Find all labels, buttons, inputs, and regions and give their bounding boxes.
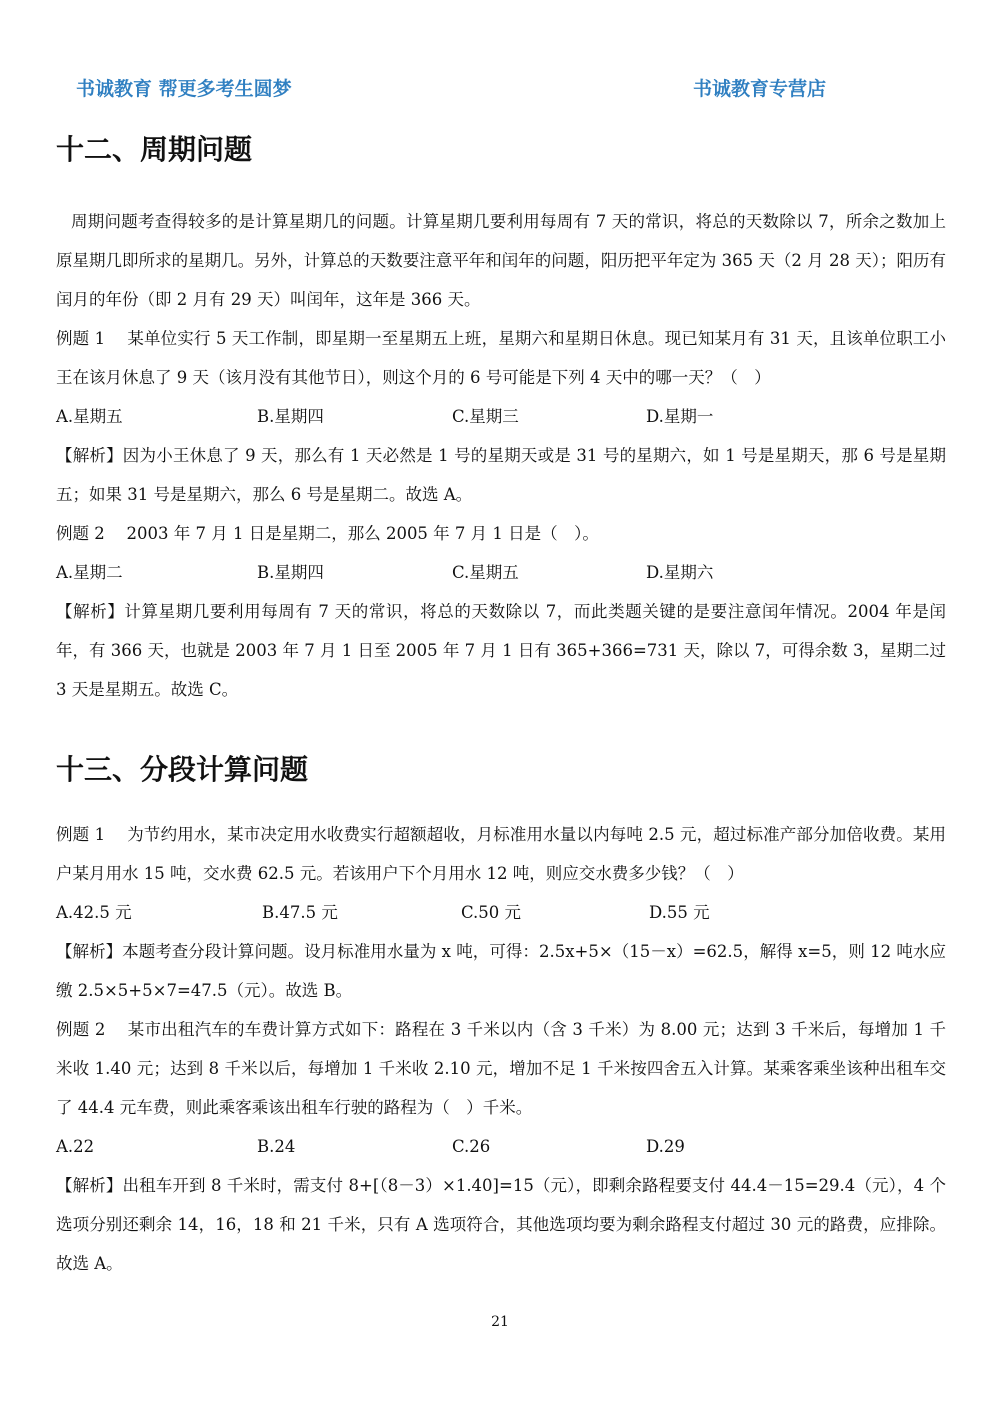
section-cycle-body	[56, 202, 946, 709]
option-a: A.22	[56, 1137, 95, 1156]
analysis-text: 出租车开到 8 千米时，需支付 8+[（8－3）×1.40]=15（元），即剩余路程要支付 44.4－15=29.4（元），4 个选项分别还剩余 14，16，18 和 21 千米，只有 A 选项符合，其他选项均要为剩余路程支付超过 30 元的路费，应排除。故选 A。	[56, 1176, 946, 1273]
option-d: D.星期一	[646, 407, 714, 426]
example-2-options	[56, 1127, 946, 1166]
analysis-tag: 【解析】	[56, 446, 123, 465]
option-b: B.星期四	[257, 407, 324, 426]
option-a: A.42.5 元	[56, 903, 132, 922]
analysis-text: 本题考查分段计算问题。设月标准用水量为 x 吨，可得：2.5x+5×（15－x）=62.5，解得 x=5，则 12 吨水应缴 2.5×5+5×7=47.5（元）。故选 B。	[56, 942, 946, 1000]
header-store-name: 书诚教育专营店	[693, 78, 827, 100]
analysis-tag: 【解析】	[56, 1176, 123, 1195]
example-1-question: 例题 1 某单位实行 5 天工作制，即星期一至星期五上班，星期六和星期日休息。现已知某月有 31 天，且该单位职工小王在该月休息了 9 天（该月没有其他节日），则这个月的 6 号可能是下列 4 天中的哪一天？（ ）	[56, 329, 946, 387]
page-number: 21	[491, 1314, 509, 1330]
option-c: C.50 元	[461, 903, 522, 922]
header-brand-slogan: 书诚教育 帮更多考生圆梦	[76, 78, 292, 100]
analysis-tag: 【解析】	[56, 942, 123, 961]
analysis-text: 计算星期几要利用每周有 7 天的常识，将总的天数除以 7，而此类题关键的是要注意闰年情况。2004 年是闰年，有 366 天，也就是 2003 年 7 月 1 日至 2005 年 7 月 1 日有 365+366=731 天，除以 7，可得余数 3，星期二过 3 天是星期五。故选 C。	[56, 602, 947, 699]
example-2-analysis	[56, 592, 946, 709]
example-1-analysis	[56, 932, 946, 1010]
option-d: D.55 元	[649, 903, 710, 922]
option-b: B.星期四	[257, 563, 324, 582]
option-a: A.星期五	[56, 407, 123, 426]
example-2-question: 例题 2 某市出租汽车的车费计算方式如下：路程在 3 千米以内（含 3 千米）为 8.00 元；达到 3 千米后，每增加 1 千米收 1.40 元；达到 8 千米以后，每增加 1 千米收 2.10 元，增加不足 1 千米按四舍五入计算。某乘客乘坐该种出租车交了 44.4 元车费，则此乘客乘该出租车行驶的路程为（ ）千米。	[56, 1020, 946, 1117]
example-2-question: 例题 2 2003 年 7 月 1 日是星期二，那么 2005 年 7 月 1 日是（ ）。	[56, 524, 599, 543]
option-c: C.星期三	[452, 407, 519, 426]
example-1-analysis	[56, 436, 946, 514]
section-title-cycle: 十二、周期问题	[56, 133, 253, 166]
option-b: B.47.5 元	[262, 903, 338, 922]
option-b: B.24	[257, 1137, 296, 1156]
section-intro: 周期问题考查得较多的是计算星期几的问题。计算星期几要利用每周有 7 天的常识，将总的天数除以 7，所余之数加上原星期几即所求的星期几。另外，计算总的天数要注意平年和闰年的问题，阳历把平年定为 365 天（2 月 28 天）；阳历有闰月的年份（即 2 月有 29 天）叫闰年，这年是 366 天。	[56, 212, 946, 309]
option-d: D.29	[646, 1137, 685, 1156]
example-2-analysis	[56, 1166, 946, 1283]
option-c: C.星期五	[452, 563, 519, 582]
analysis-text: 因为小王休息了 9 天，那么有 1 天必然是 1 号的星期天或是 31 号的星期六，如 1 号是星期天，那 6 号是星期五；如果 31 号是星期六，那么 6 号是星期二。故选 A。	[56, 446, 946, 504]
example-1-options	[56, 397, 946, 436]
section-segmented-body	[56, 815, 946, 1283]
option-d: D.星期六	[646, 563, 714, 582]
section-title-segmented: 十三、分段计算问题	[56, 753, 309, 786]
option-c: C.26	[452, 1137, 491, 1156]
analysis-tag: 【解析】	[56, 602, 125, 621]
option-a: A.星期二	[56, 563, 123, 582]
example-1-options	[56, 893, 946, 932]
example-1-question: 例题 1 为节约用水，某市决定用水收费实行超额超收，月标准用水量以内每吨 2.5 元，超过标准产部分加倍收费。某用户某月用水 15 吨，交水费 62.5 元。若该用户下个月用水 12 吨，则应交水费多少钱？（ ）	[56, 825, 946, 883]
example-2-options	[56, 553, 946, 592]
